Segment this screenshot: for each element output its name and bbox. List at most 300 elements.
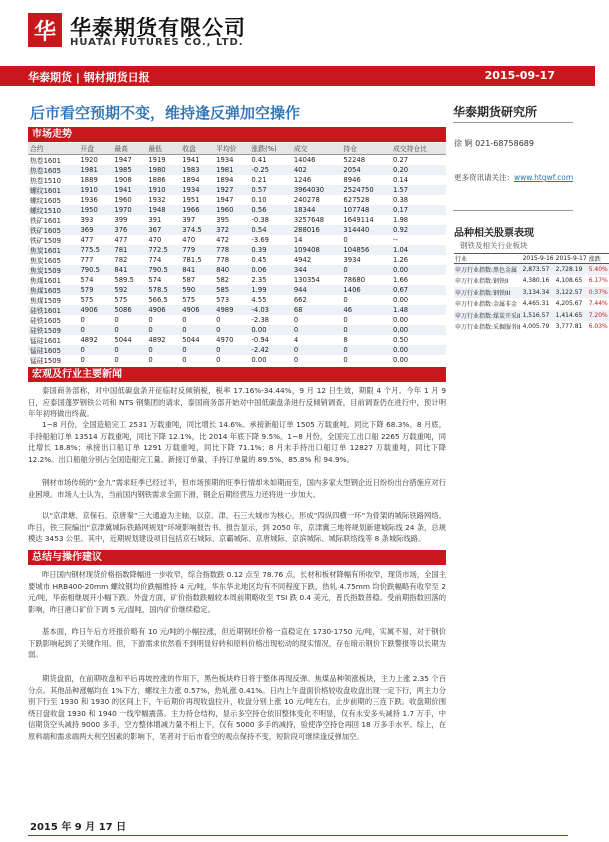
market-cell: 18344 xyxy=(292,205,342,215)
market-cell: 575 xyxy=(114,295,128,304)
market-cell: 402 xyxy=(292,165,342,175)
market-cell: 395 xyxy=(216,215,230,224)
stock-cell: 3,134.34 xyxy=(522,287,555,299)
stock-section-subtitle: 钢铁及相关行业板块 xyxy=(460,241,528,250)
market-cell: 1919 xyxy=(148,155,166,164)
market-cell: 1908 xyxy=(114,175,132,184)
market-cell: -- xyxy=(392,235,398,244)
market-cell: 575 xyxy=(182,295,196,304)
market-cell: 0 xyxy=(112,345,146,355)
market-row xyxy=(28,325,446,335)
stock-cell: 3,122.57 xyxy=(555,287,588,299)
market-cell: 240278 xyxy=(293,195,320,204)
market-cell: 1941 xyxy=(112,185,146,195)
market-row xyxy=(28,195,446,205)
market-cell: 焦煤1509 xyxy=(30,296,61,305)
market-cell: 840 xyxy=(214,265,249,275)
market-cell: 1970 xyxy=(112,205,146,215)
stock-table xyxy=(454,253,609,333)
market-cell: 0.67 xyxy=(391,285,446,295)
market-cell: 573 xyxy=(216,295,230,304)
stock-col-header: 2015-9-16 xyxy=(522,255,554,262)
market-table-header xyxy=(28,143,446,154)
stock-cell: 申万行业指数:金属非金 xyxy=(455,301,518,309)
market-cell: 589.5 xyxy=(114,275,134,284)
market-cell: 0.92 xyxy=(391,225,446,235)
stock-section-title: 品种相关股票表现 xyxy=(454,228,534,239)
market-col-header: 最高 xyxy=(112,143,146,154)
market-cell: 0.00 xyxy=(392,355,409,364)
stock-cell: 4,205.67 xyxy=(555,300,583,308)
market-cell: 582 xyxy=(216,275,230,284)
market-cell: 1981 xyxy=(78,165,112,175)
market-cell: 铁矿1601 xyxy=(30,216,61,225)
market-cell: 4942 xyxy=(293,255,312,264)
stock-cell: 4,005.79 xyxy=(522,323,550,331)
stock-row xyxy=(454,287,609,299)
market-cell: 0 xyxy=(80,315,85,324)
market-cell: 螺纹1510 xyxy=(28,205,78,215)
stock-cell: 5.40% xyxy=(588,264,609,276)
market-cell: 477 xyxy=(80,235,94,244)
market-row xyxy=(28,245,446,255)
market-cell: 硅铁1509 xyxy=(28,325,78,335)
market-row xyxy=(28,215,446,225)
stock-row xyxy=(454,264,609,276)
market-cell: 焦煤1601 xyxy=(30,276,61,285)
market-cell: 1.04 xyxy=(391,245,446,255)
market-cell: 0.27 xyxy=(392,155,409,164)
market-cell: 781.5 xyxy=(182,255,202,264)
summary-paragraph: 基本面，昨日午后方坯报价略有 10 元/吨的小幅拉涨，但近期钢坯价格一直稳定在 1730-1750 元/吨，实属不易，对于钢价下跌影响起到了关键作用。但，下游需求依然看不到明显好转和原料价格出现松动的现实情况，存在暗示钢价下跌警报等以长期为弱。 xyxy=(28,627,446,660)
market-cell: -0.94 xyxy=(251,335,270,344)
market-cell: 1910 xyxy=(146,185,180,195)
market-cell: 1983 xyxy=(180,165,214,175)
market-cell: 0.41 xyxy=(251,155,267,164)
market-cell: 107748 xyxy=(341,205,391,215)
market-row xyxy=(28,175,446,185)
market-cell: 0.06 xyxy=(249,265,291,275)
market-cell: 4906 xyxy=(180,305,214,315)
market-cell: 781 xyxy=(112,245,146,255)
market-cell: -2.42 xyxy=(249,345,291,355)
market-cell: 399 xyxy=(114,215,128,224)
market-cell: 热卷1601 xyxy=(30,156,61,165)
market-cell: 0.38 xyxy=(392,195,409,204)
market-cell: 5044 xyxy=(182,335,200,344)
divider xyxy=(453,210,573,211)
market-cell: 2524750 xyxy=(341,185,391,195)
market-cell: 1.48 xyxy=(391,305,446,315)
market-cell: 1.66 xyxy=(392,275,409,284)
market-cell: 477 xyxy=(114,235,128,244)
market-cell: 0 xyxy=(343,295,348,304)
market-cell: 0 xyxy=(146,345,180,355)
market-cell: 578.5 xyxy=(146,285,180,295)
market-cell: 1.99 xyxy=(249,285,291,295)
market-cell: 1920 xyxy=(80,155,98,164)
market-cell: 0 xyxy=(114,355,119,364)
market-cell: 4892 xyxy=(80,335,98,344)
market-cell: 0.45 xyxy=(251,255,267,264)
market-col-header: 平均价 xyxy=(214,143,249,154)
market-cell: 627528 xyxy=(343,195,370,204)
market-cell: 0.39 xyxy=(249,245,291,255)
market-cell: 0 xyxy=(341,265,391,275)
market-cell: 1981 xyxy=(214,165,249,175)
market-cell: 0 xyxy=(78,345,112,355)
market-cell: 14 xyxy=(293,235,303,244)
analyst-contact: 徐 婀 021-68758689 xyxy=(454,139,534,148)
market-cell: 螺纹1601 xyxy=(28,185,78,195)
market-cell: 574 xyxy=(148,275,162,284)
market-cell: 841 xyxy=(112,265,146,275)
market-row xyxy=(28,345,446,355)
market-cell: 372 xyxy=(214,225,249,235)
market-cell: 4906 xyxy=(78,305,112,315)
market-cell: 3257648 xyxy=(293,215,325,224)
market-cell: 1934 xyxy=(180,185,214,195)
market-row xyxy=(28,185,446,195)
market-cell: 0 xyxy=(216,315,221,324)
market-cell: 5044 xyxy=(114,335,132,344)
report-date: 2015-09-17 xyxy=(484,69,555,82)
stock-cell: 1,516.57 xyxy=(522,310,555,322)
company-name-en: HUATAI FUTURES CO., LTD. xyxy=(70,37,244,48)
stock-row xyxy=(454,321,609,333)
macro-paragraph: 以“京津塘、京保石、京唐秦”三大通道为主轴，以京、津、石三大城市为核心，形成“四纵四横一环”为骨架的城际铁路网络。昨日，铁三院编出“京津冀城际铁路网规划”环境影响报告书。报告显示，到 2050 年，京津冀三地将规划新建城际线 24 条，总规模达 3453 公里。其中，近期规划建设项目包括京石城际、京霸城际、京唐城际、京滨城际、城际联络线等 8 条城际线路。 xyxy=(28,511,446,544)
market-cell: 470 xyxy=(148,235,162,244)
market-cell: 0.14 xyxy=(392,175,409,184)
market-cell: 393 xyxy=(80,215,94,224)
market-cell: 锰硅1509 xyxy=(30,356,61,365)
section-title-market: 市场走势 xyxy=(28,127,446,142)
market-row xyxy=(28,165,446,175)
market-cell: 1927 xyxy=(214,185,249,195)
summary-paragraph: 期货盘面，在前期收盘和平后再坡控涨的作用下，黑色板块昨日将于整体再现反弹。焦煤品种领涨板块，主力上涨 2.35 个百分点。其他品种涨幅均在 1%下方，螺纹主力涨 0.57%，热轧涨 0.41%。日内上午盘面价格较收盘收盘出现一定下行，两主力分别下行至 1930 和 1930 的区间上下，午后期价再现收盘拉升，收盘分别上涨 10 元/吨左右，止步前期的三连下跌。收盘期价围绕日盘收盘 1930 和 1940 一线窄幅震荡。主力持仓结构，显示多空持仓依旧整体变化不明显，仅有永安多头减持 1.7 万手，中信期货空头减持 9000 多手，空方整体增减力量不相上下，仅有 5000 多手的减持，验使净空持仓再回 18 万多手水平。综上，在原料端和需求端两大利空因素的影响下，笔者对于后市看空的观点保持不变，短阶段可继续逢反弹加空。 xyxy=(28,674,446,741)
market-cell: 778 xyxy=(216,255,230,264)
market-cell: 0.20 xyxy=(391,165,446,175)
market-cell: 472 xyxy=(216,235,230,244)
market-cell: 0.00 xyxy=(391,325,446,335)
research-institute: 华泰期货研究所 xyxy=(453,105,538,119)
market-cell: 3964030 xyxy=(292,185,342,195)
market-cell: 575 xyxy=(80,295,94,304)
market-cell: -3.69 xyxy=(251,235,270,244)
footer-date: 2015 年 9 月 17 日 xyxy=(30,822,127,833)
market-col-header: 最低 xyxy=(146,143,180,154)
market-table xyxy=(28,143,446,365)
market-row xyxy=(28,154,446,165)
market-row xyxy=(28,295,446,305)
stock-cell: 4,465.31 xyxy=(522,300,550,308)
market-cell: 热卷1605 xyxy=(28,165,78,175)
market-cell: 锰硅1605 xyxy=(28,345,78,355)
market-cell: 1649114 xyxy=(343,215,374,224)
market-col-header: 合约 xyxy=(28,143,78,154)
market-cell: 1246 xyxy=(293,175,312,184)
stock-col-header: 涨跌 xyxy=(588,254,609,264)
stock-row xyxy=(454,275,609,287)
stock-table-header xyxy=(454,254,609,264)
market-col-header: 收盘 xyxy=(180,143,214,154)
market-row xyxy=(28,355,446,365)
market-cell: 0 xyxy=(343,315,348,324)
market-cell: 0.54 xyxy=(249,225,291,235)
market-row xyxy=(28,225,446,235)
market-cell: 774 xyxy=(148,255,162,264)
market-cell: 397 xyxy=(182,215,196,224)
market-cell: 1985 xyxy=(112,165,146,175)
stock-row xyxy=(454,298,609,310)
market-cell: 790.5 xyxy=(78,265,112,275)
report-banner xyxy=(0,66,595,86)
market-cell: 585 xyxy=(214,285,249,295)
market-cell: 0.00 xyxy=(391,345,446,355)
market-cell: 螺纹1605 xyxy=(30,196,61,205)
stock-cell: 0.37% xyxy=(588,287,609,299)
market-cell: 8946 xyxy=(343,175,361,184)
market-cell: 52248 xyxy=(343,155,366,164)
stock-cell: 申万行业指数:黑色金属 xyxy=(454,264,522,276)
market-cell: 1941 xyxy=(182,155,200,164)
market-cell: 344 xyxy=(292,265,342,275)
report-headline: 后市看空预期不变，维持逢反弹加空操作 xyxy=(30,104,301,122)
macro-paragraph: 1~8 月份，全国造船完工 2531 万载重吨，同比增长 14.6%。承接新船订单 1505 万载重吨，同比下降 68.3%。8 月底，手持船舶订单 13514 万载重吨，同比下降 12.1%，比 2014 年底下降 9.5%。1~8 月份，全国完工出口船 2265 万载重吨，同比增长 18.8%；承接出口船订单 1291 万载重吨，同比下降 71.1%；8 月末手持出口船订单 12827 万载重吨，同比下降 12.2%。出口船舶分别占全国造船完工量、新接订单量、手持订单量的 89.5%、85.8% 和 94.9%。 xyxy=(28,420,446,464)
market-row xyxy=(28,265,446,275)
market-cell: 0 xyxy=(341,345,391,355)
summary-paragraph: 昨日国内钢材现货价格指数降幅进一步收窄，综合指数跌 0.12 点至 78.76 点，长材和板材降幅有所收窄，现货市场，全国主要城市 HRB400-20mm 螺纹钢均价跌幅维持 4 元/吨，华东华北地区均有不同程度下跌，热轧 4.75mm 均价跌幅略有收窄至 2 元/吨，华南相继展开小幅下跌。外盘方面，矿价指数跌幅较本周前期略收至 TSI 跌 0.4 美元，普氏指数普稳。受前期指数回落的影响，昨日港口矿价下调 5 元/湿吨，国内矿价继续稳定。 xyxy=(28,570,446,614)
market-cell: 0 xyxy=(182,315,187,324)
market-cell: 566.5 xyxy=(148,295,168,304)
market-cell: 1951 xyxy=(182,195,200,204)
market-cell: 焦煤1605 xyxy=(28,285,78,295)
stock-cell: 申万行业指数:采掘服务II xyxy=(455,324,521,332)
market-cell: 焦炭1601 xyxy=(28,245,78,255)
stock-cell: 4,380.16 xyxy=(522,277,550,285)
stock-col-header: 2015-9-17 xyxy=(555,255,587,262)
market-cell: 78680 xyxy=(343,275,366,284)
market-cell: 0 xyxy=(182,355,187,364)
market-cell: 5086 xyxy=(112,305,146,315)
footer-rule xyxy=(28,835,568,836)
market-cell: 376 xyxy=(112,225,146,235)
market-cell: 焦炭1605 xyxy=(30,256,61,265)
market-cell: 1936 xyxy=(80,195,98,204)
market-cell: 109408 xyxy=(292,245,342,255)
stock-cell: 申万行业指数:钢铁II xyxy=(455,278,509,286)
stock-cell: 4,108.65 xyxy=(555,277,583,285)
company-logo: 华 xyxy=(28,13,62,47)
market-cell: 1.98 xyxy=(392,215,409,224)
market-col-header: 成交 xyxy=(292,143,342,154)
market-cell: 314440 xyxy=(341,225,391,235)
market-cell: 0.00 xyxy=(251,355,267,364)
market-cell: -0.38 xyxy=(251,215,270,224)
market-cell: 0 xyxy=(148,355,153,364)
market-cell: 2054 xyxy=(341,165,391,175)
market-cell: 391 xyxy=(148,215,162,224)
macro-paragraph: 泰国商务部称，对中国低碳盘条开征临时反倾销税，税率 17.16%-34.44%，9 月 12 日生效，期限 4 个月。今年 1 月 9 日，应泰国蓬罗钢铁公司和 NTS 钢集团的请求，泰国商务部开始对中国低碳盘条进行反倾销调查，目前调查仍在进行中，预计明年年初将做出终裁。 xyxy=(28,386,446,419)
market-cell: 782 xyxy=(114,255,128,264)
market-row xyxy=(28,315,446,325)
market-cell: 1934 xyxy=(216,155,234,164)
market-cell: 46 xyxy=(341,305,391,315)
market-cell: 778 xyxy=(214,245,249,255)
market-cell: -0.25 xyxy=(249,165,291,175)
market-cell: 775.5 xyxy=(78,245,112,255)
stock-cell: 7.44% xyxy=(588,300,608,308)
market-cell: 0 xyxy=(216,355,221,364)
market-cell: 367 xyxy=(146,225,180,235)
market-cell: 14046 xyxy=(293,155,316,164)
company-name-cn: 华泰期货有限公司 xyxy=(70,16,246,40)
report-series-title: 华泰期货 | 钢材期货日报 xyxy=(28,71,150,84)
market-cell: 0.10 xyxy=(251,195,267,204)
market-cell: 0 xyxy=(180,325,214,335)
market-cell: 热卷1510 xyxy=(30,176,61,185)
market-cell: 1980 xyxy=(146,165,180,175)
market-cell: 790.5 xyxy=(146,265,180,275)
macro-paragraph: 钢材市场传统的“金九”需求旺季已经过半，但市场预期的旺季行情却未如期而至，国内多家大型钢企近日纷纷出台措施应对行业困境。市场人士认为，当前国内钢铁需求全面下滑，钢企后期经营压力还将进一步加大。 xyxy=(28,478,446,499)
market-cell: 铁矿1605 xyxy=(28,225,78,235)
market-cell: 0.00 xyxy=(392,295,409,304)
market-row xyxy=(28,335,446,345)
market-cell: 662 xyxy=(293,295,307,304)
market-cell: 1894 xyxy=(182,175,200,184)
market-cell: 1.26 xyxy=(392,255,409,264)
market-cell: 铁矿1509 xyxy=(30,236,61,245)
stock-cell: 6.03% xyxy=(588,323,608,331)
market-cell: 0 xyxy=(341,325,391,335)
market-cell: 772.5 xyxy=(146,245,180,255)
market-cell: 4.55 xyxy=(251,295,267,304)
market-cell: 0.50 xyxy=(392,335,409,344)
stock-table-body xyxy=(454,264,609,333)
market-cell: -4.03 xyxy=(249,305,291,315)
market-cell: 1889 xyxy=(80,175,98,184)
market-cell: 0.00 xyxy=(391,265,446,275)
market-cell: 锰硅1601 xyxy=(30,336,61,345)
market-cell: 1947 xyxy=(114,155,132,164)
market-row xyxy=(28,275,446,285)
stock-cell: 6.17% xyxy=(588,277,608,285)
market-cell: 369 xyxy=(78,225,112,235)
market-cell: 1932 xyxy=(148,195,166,204)
market-cell: 1886 xyxy=(148,175,166,184)
market-cell: 0 xyxy=(146,325,180,335)
market-cell: 779 xyxy=(180,245,214,255)
stock-cell: 2,728.19 xyxy=(555,264,588,276)
market-col-header: 涨跌(%) xyxy=(249,143,291,154)
market-cell: 1406 xyxy=(341,285,391,295)
market-cell: 470 xyxy=(182,235,196,244)
stock-cell: 申万行业指数:钢铁III xyxy=(454,287,522,299)
market-cell: 0 xyxy=(180,345,214,355)
market-cell: 3934 xyxy=(343,255,361,264)
market-cell: 841 xyxy=(180,265,214,275)
market-cell: 130354 xyxy=(293,275,320,284)
market-cell: 587 xyxy=(182,275,196,284)
market-col-header: 持仓 xyxy=(341,143,391,154)
market-row xyxy=(28,235,446,245)
market-cell: 0 xyxy=(112,325,146,335)
market-table-body xyxy=(28,154,446,365)
market-cell: 1948 xyxy=(146,205,180,215)
section-title-summary: 总结与操作建议 xyxy=(28,550,446,565)
market-cell: 0 xyxy=(78,325,112,335)
market-cell: 2.35 xyxy=(251,275,267,284)
market-row xyxy=(28,305,446,315)
market-cell: 1960 xyxy=(214,205,249,215)
market-cell: 8 xyxy=(343,335,348,344)
stock-cell: 1,414.65 xyxy=(555,310,588,322)
market-cell: 1947 xyxy=(216,195,234,204)
website-link[interactable]: www.htgwf.com xyxy=(514,173,574,182)
market-cell: 4970 xyxy=(216,335,234,344)
market-cell: 硅铁1601 xyxy=(28,305,78,315)
market-row xyxy=(28,205,446,215)
market-cell: 焦炭1509 xyxy=(28,265,78,275)
market-cell: 579 xyxy=(78,285,112,295)
market-cell: 592 xyxy=(112,285,146,295)
market-cell: 0.21 xyxy=(251,175,267,184)
market-cell: -2.38 xyxy=(251,315,270,324)
market-cell: 1.57 xyxy=(391,185,446,195)
market-cell: 4892 xyxy=(148,335,166,344)
market-cell: 944 xyxy=(292,285,342,295)
stock-row xyxy=(454,310,609,322)
stock-cell: 3,777.81 xyxy=(555,323,583,331)
market-cell: 0 xyxy=(343,235,348,244)
market-cell: 硅铁1605 xyxy=(30,316,61,325)
market-cell: 0.00 xyxy=(249,325,291,335)
stock-col-header: 行业 xyxy=(454,254,522,264)
stock-cell: 7.20% xyxy=(588,310,609,322)
market-cell: 777 xyxy=(80,255,94,264)
market-cell: 0 xyxy=(343,355,348,364)
market-cell: 68 xyxy=(292,305,342,315)
market-cell: 4906 xyxy=(146,305,180,315)
market-cell: 0 xyxy=(293,355,299,364)
market-cell: 104856 xyxy=(341,245,391,255)
market-cell: 574 xyxy=(80,275,94,284)
market-cell: 0 xyxy=(214,325,249,335)
market-cell: 0 xyxy=(292,325,342,335)
website-label: 更多资讯请关注： xyxy=(454,173,514,182)
stock-cell: 申万行业指数:煤炭开采II xyxy=(454,310,522,322)
market-row xyxy=(28,285,446,295)
market-col-header: 开盘 xyxy=(78,143,112,154)
market-cell: 1966 xyxy=(180,205,214,215)
market-cell: 0.57 xyxy=(249,185,291,195)
market-cell: 288016 xyxy=(292,225,342,235)
market-cell: 1910 xyxy=(78,185,112,195)
section-title-macro: 宏观及行业主要新闻 xyxy=(28,367,446,382)
market-col-header: 成交持仓比 xyxy=(391,143,446,154)
divider xyxy=(453,122,573,123)
market-cell: 0 xyxy=(214,345,249,355)
market-cell: 0.56 xyxy=(249,205,291,215)
market-cell: 590 xyxy=(180,285,214,295)
website-line xyxy=(454,172,573,183)
market-cell: 0 xyxy=(80,355,85,364)
market-cell: 4 xyxy=(293,335,299,344)
market-cell: 374.5 xyxy=(180,225,214,235)
market-cell: 1960 xyxy=(114,195,132,204)
market-cell: 0 xyxy=(293,315,299,324)
market-cell: 0 xyxy=(114,315,119,324)
